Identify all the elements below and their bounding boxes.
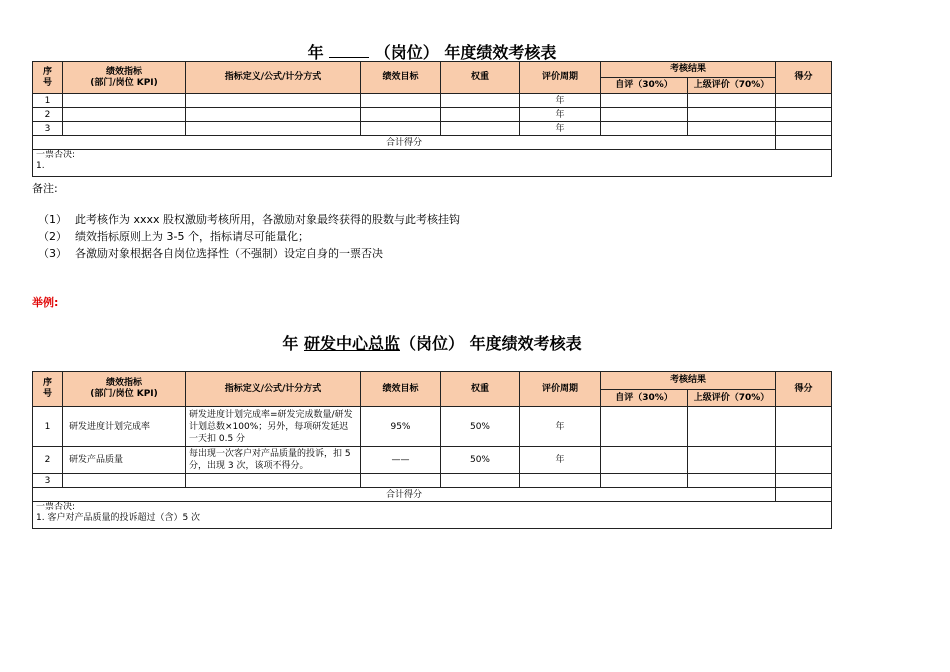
total-row: [33, 136, 832, 150]
table-row: 3 年: [33, 122, 832, 136]
table2-title: [32, 331, 832, 354]
definition-cell: 研发进度计划完成率=研发完成数量/研发计划总数×100%；另外，每项研发延迟一天扣 0.5 分: [186, 407, 361, 447]
total-label: 合计得分: [33, 136, 776, 150]
veto-label: 一票否决:: [36, 502, 76, 512]
header-definition: 指标定义/公式/计分方式: [186, 372, 361, 407]
veto-item: 1. 客户对产品质量的投诉超过（含）5 次: [36, 513, 201, 523]
veto-label: 一票否决:: [36, 150, 76, 160]
table1-title: [32, 40, 832, 63]
kpi-cell: 研发进度计划完成率: [63, 407, 186, 447]
kpi-cell: 研发产品质量: [63, 447, 186, 474]
period-cell: 年: [520, 407, 601, 447]
header-kpi: 绩效指标 (部门/岗位 KPI): [63, 372, 186, 407]
header-target: 绩效目标: [361, 372, 441, 407]
header-period: 评价周期: [520, 62, 601, 94]
example-label: 举例:: [32, 296, 59, 309]
notes-heading: 备注:: [32, 182, 58, 195]
header-kpi: 绩效指标 (部门/岗位 KPI): [63, 62, 186, 94]
title-rest: 年度绩效考核表: [469, 334, 582, 353]
header-result: 考核结果: [601, 62, 776, 78]
kpi-table-example: [32, 371, 832, 529]
header-score: 得分: [776, 372, 832, 407]
header-self: 自评（30%）: [601, 78, 688, 94]
veto-row: [33, 150, 832, 177]
header-period: 评价周期: [520, 372, 601, 407]
total-label: 合计得分: [33, 488, 776, 502]
table-row: 2 年: [33, 108, 832, 122]
weight-cell: 50%: [441, 407, 520, 447]
header-weight: 权重: [441, 372, 520, 407]
title-position-name: 研发中心总监: [303, 334, 400, 353]
weight-cell: 50%: [441, 447, 520, 474]
header-self: 自评（30%）: [601, 390, 688, 407]
header-seq: 序 号: [33, 372, 63, 407]
header-score: 得分: [776, 62, 832, 94]
table-row: 3: [33, 474, 832, 488]
header-seq: 序 号: [33, 62, 63, 94]
kpi-table-template: [32, 61, 832, 177]
total-row: [33, 488, 832, 502]
veto-row: [33, 502, 832, 529]
table-row: 2 研发产品质量 每出现一次客户对产品质量的投诉，扣 5 分，出现 3 次，该项不得分。 —— 50% 年: [33, 447, 832, 474]
title-position: （岗位）: [374, 43, 439, 62]
note-item: （2） 绩效指标原则上为 3-5 个，指标请尽可能量化；: [38, 230, 309, 243]
header-weight: 权重: [441, 62, 520, 94]
title-position: （岗位）: [400, 334, 465, 353]
header-superior: 上级评价（70%）: [688, 78, 776, 94]
period-cell: 年: [520, 447, 601, 474]
title-year: 年: [307, 43, 324, 62]
position-blank: [329, 43, 369, 58]
title-rest: 年度绩效考核表: [444, 43, 557, 62]
header-target: 绩效目标: [361, 62, 441, 94]
target-cell: ——: [361, 447, 441, 474]
header-definition: 指标定义/公式/计分方式: [186, 62, 361, 94]
definition-cell: 每出现一次客户对产品质量的投诉，扣 5 分，出现 3 次，该项不得分。: [186, 447, 361, 474]
header-superior: 上级评价（70%）: [688, 390, 776, 407]
table-row: 1 研发进度计划完成率 研发进度计划完成率=研发完成数量/研发计划总数×100%；另外，每项研发延迟一天扣 0.5 分 95% 50% 年: [33, 407, 832, 447]
target-cell: 95%: [361, 407, 441, 447]
note-item: （1） 此考核作为 xxxx 股权激励考核所用，各激励对象最终获得的股数与此考核挂钩: [38, 213, 461, 226]
note-item: （3） 各激励对象根据各自岗位选择性（不强制）设定自身的一票否决: [38, 247, 383, 260]
title-year: 年: [282, 334, 299, 353]
table-row: 1 年: [33, 94, 832, 108]
header-result: 考核结果: [601, 372, 776, 390]
veto-item: 1.: [36, 161, 45, 171]
